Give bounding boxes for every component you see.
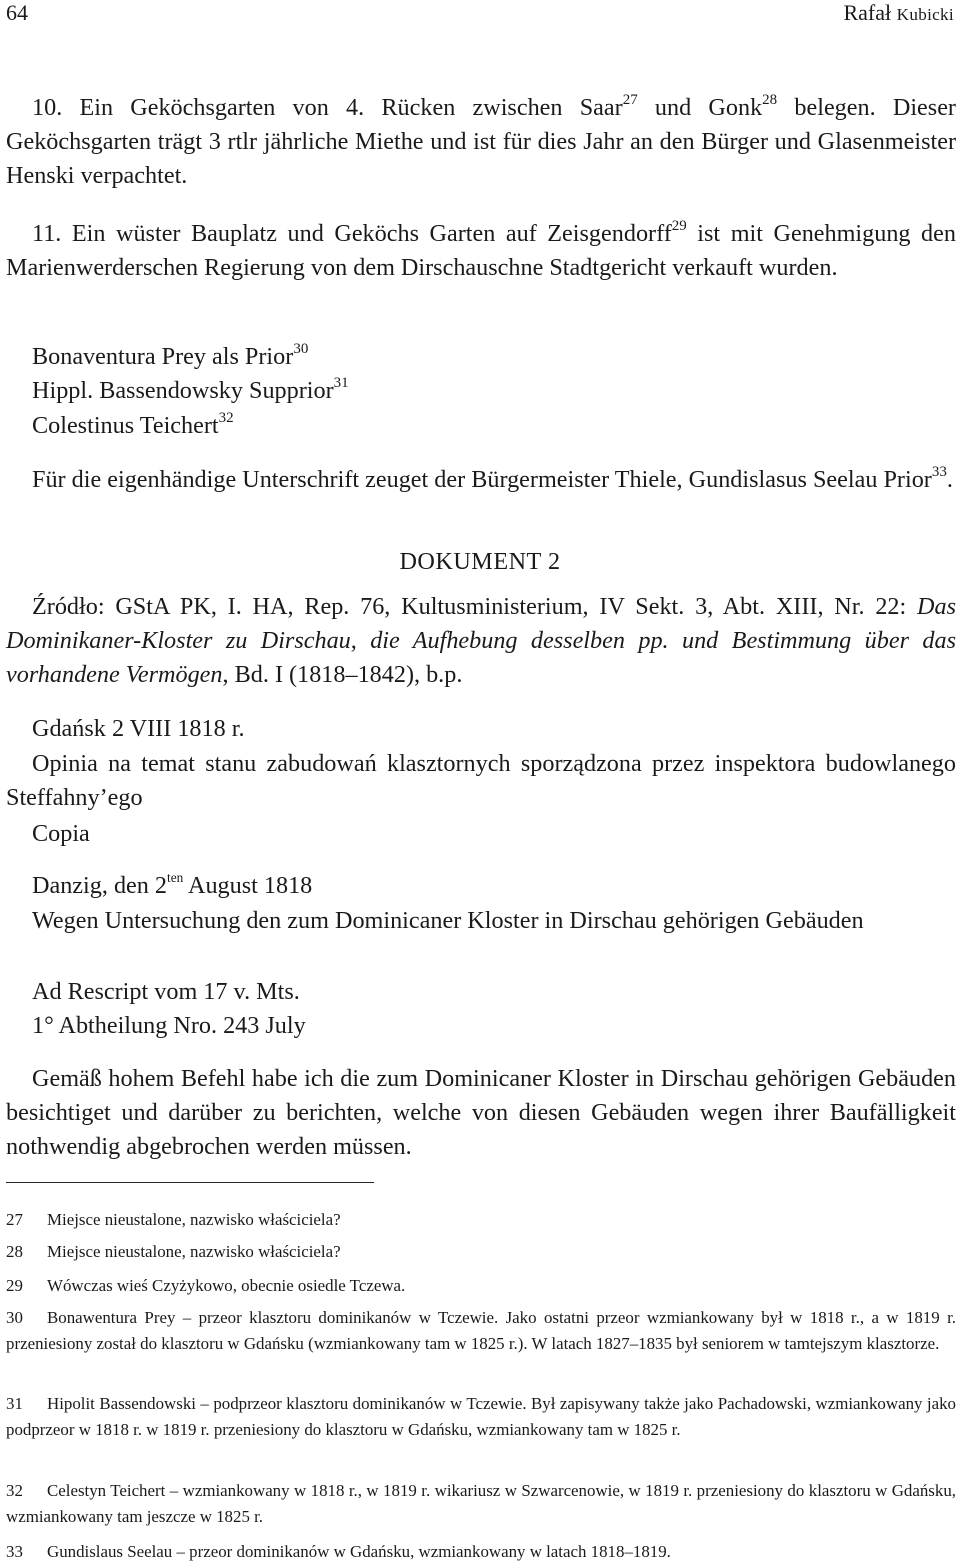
- footnote-33: [6, 1539, 956, 1565]
- copia-label: Copia: [32, 820, 90, 847]
- footnote-text: Hipolit Bassendowski – podprzeor klasztoru dominikanów w Tczewie. Był zapisywany także jako Pachadowski, wzmiankowany jako podprzeor w 1818 r. w 1819 r. przeniesiony do klasztoru w Gdańsku, wzmiankowany tam w 1825 r.: [6, 1394, 956, 1439]
- date-ordinal-superscript: ten: [167, 869, 184, 885]
- signature-teichert: Colestinus Teichert$^{32}$: [32, 409, 234, 439]
- document-summary: Opinia na temat stanu zabudowań klasztornych sporządzona przez inspektora budowlanego Steffahny’ego: [6, 750, 956, 811]
- item-11-paragraph: [6, 217, 956, 285]
- footnote-27: [6, 1207, 956, 1233]
- author-last-name: Kubicki: [896, 5, 954, 24]
- footnote-ref-29: 29: [671, 217, 687, 234]
- footnote-number: 32: [6, 1481, 23, 1500]
- footnote-32: [6, 1478, 956, 1529]
- footnote-text: Wówczas wieś Czyżykowo, obecnie osiedle Tczewa.: [47, 1276, 406, 1295]
- footnote-text: Miejsce nieustalone, nazwisko właściciela?: [47, 1242, 341, 1261]
- footnote-text: Miejsce nieustalone, nazwisko właściciela?: [47, 1210, 341, 1229]
- author-first-name: Rafał: [843, 0, 897, 25]
- item-10-text-a: 10. Ein Geköchsgarten von 4. Rücken zwischen Saar: [32, 94, 623, 121]
- signature-supprior: Hippl. Bassendowsky Supprior$^{31}$: [32, 374, 349, 404]
- item-10-text-b: und Gonk: [637, 94, 763, 121]
- footnote-ref-32: 32: [218, 409, 234, 426]
- footnote-number: 28: [6, 1242, 23, 1261]
- footnote-number: 29: [6, 1276, 23, 1295]
- footnote-text: Celestyn Teichert – wzmiankowany w 1818 r., w 1819 r. wikariusz w Szwarcenowie, w 1819 r. przeniesiony do klasztoru w Gdańsku, wzmiankowany tam jeszcze w 1825 r.: [6, 1481, 956, 1526]
- letter-main-paragraph: Gemäß hohem Befehl habe ich die zum Dominicaner Kloster in Dirschau gehörigen Gebäuden besichtiget und darüber zu berichten, welche von diesen Gebäuden wegen ihrer Baufälligkeit nothwendig abgebrochen werden müssen.: [6, 1065, 956, 1160]
- footnote-31: [6, 1391, 956, 1442]
- footnote-ref-33: 33: [931, 463, 947, 480]
- running-header-author: [843, 0, 954, 28]
- footnote-ref-28: 28: [762, 91, 778, 108]
- source-title: Das Dominikaner-Kloster zu Dirschau, die Aufhebung desselben pp. und Bestimmung über das vorhandene Vermögen: [6, 593, 956, 688]
- footnote-number: 30: [6, 1308, 23, 1327]
- footnote-ref-27: 27: [622, 91, 638, 108]
- signature-prior: Bonaventura Prey als Prior$^{30}$: [32, 340, 309, 370]
- source-citation: Źródło: GStA PK, I. HA, Rep. 76, Kultusministerium, IV Sekt. 3, Abt. XIII, Nr. 22: Das Dominikaner-Kloster zu Dirschau, die Aufhebung desselben pp. und Bestimmung über das vorhandene Vermögen, Bd. I (1818–1842), b.p.: [6, 593, 956, 688]
- footnote-text: Bonawentura Prey – przeor klasztoru dominikanów w Tczewie. Jako ostatni przeor wzmiankowany był w 1818 r., a w 1819 r. przeniesiony został do klasztoru w Gdańsku (wzmiankowany tam w 1825 r.). W latach 1827–1835 był seniorem w tamtejszym klasztorze.: [6, 1308, 956, 1353]
- footnote-29: [6, 1273, 956, 1299]
- footnote-ref-30: 30: [293, 340, 309, 357]
- item-10-paragraph: [6, 91, 956, 192]
- footnote-separator: [6, 1182, 374, 1183]
- item-10-text-c: belegen. Dieser Geköchsgarten trägt 3 rtlr jährliche Miethe und ist für dies Jahr an den Bürger und Glasenmeister Henski verpachtet.: [6, 94, 956, 189]
- item-11-text-b: ist mit Genehmigung den Marienwerderschen Regierung von dem Dirschauschne Stadtgericht verkauft wurden.: [6, 220, 956, 281]
- footnote-number: 33: [6, 1542, 23, 1561]
- footnote-28: [6, 1239, 956, 1265]
- ad-rescript: Ad Rescript vom 17 v. Mts.: [32, 978, 300, 1005]
- abtheilung: 1° Abtheilung Nro. 243 July: [32, 1012, 306, 1039]
- footnote-number: 31: [6, 1394, 23, 1413]
- footnote-ref-31: 31: [333, 374, 349, 391]
- danzig-date: Danzig, den $2^{ten}$ August 1818: [32, 869, 313, 899]
- place-date: Gdańsk 2 VIII 1818 r.: [32, 715, 245, 742]
- page-number: 64: [6, 0, 28, 25]
- letter-subject: Wegen Untersuchung den zum Dominicaner Kloster in Dirschau gehörigen Gebäuden: [32, 907, 864, 934]
- document-heading: DOKUMENT 2: [399, 548, 561, 575]
- item-11-text-a: 11. Ein wüster Bauplatz und Geköchs Garten auf Zeisgendorff: [32, 220, 672, 247]
- footnote-30: [6, 1305, 956, 1356]
- footnote-number: 27: [6, 1210, 23, 1229]
- footnote-text: Gundislaus Seelau – przeor dominikanów w Gdańsku, wzmiankowany w latach 1818–1819.: [47, 1542, 671, 1561]
- attestation-paragraph: Für die eigenhändige Unterschrift zeuget der Bürgermeister Thiele, Gundislasus Seelau Prior$^{33}$.: [32, 463, 953, 493]
